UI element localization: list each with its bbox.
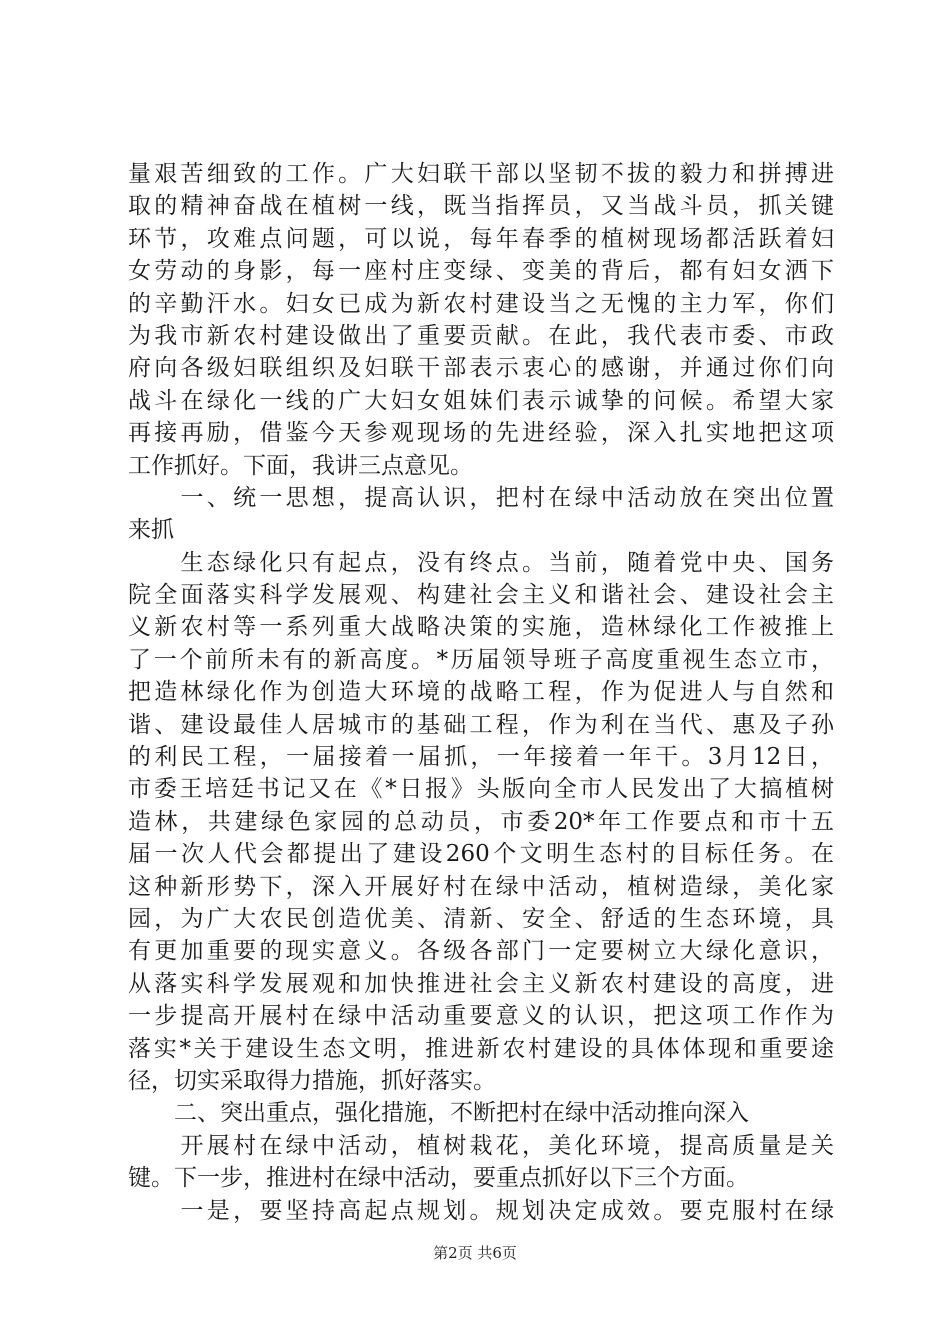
text-line: 院全面落实科学发展观、构建社会主义和谐社会、建设社会主 (128, 582, 834, 609)
text-line: 工作抓好。下面，我讲三点意见。 (128, 452, 473, 479)
text-line: 府向各级妇联组织及妇联干部表示衷心的感谢，并通过你们向 (128, 355, 834, 382)
text-line: 键。下一步，推进村在绿中活动，要重点抓好以下三个方面。 (128, 1165, 749, 1192)
text-line: 女劳动的身影，每一座村庄变绿、变美的背后，都有妇女洒下 (128, 258, 834, 285)
text-line: 一步提高开展村在绿中活动重要意义的认识，把这项工作作为 (128, 1003, 834, 1030)
text-line: 谐、建设最佳人居城市的基础工程，作为利在当代、惠及子孙 (128, 711, 834, 738)
text-line: 再接再励，借鉴今天参观现场的先进经验，深入扎实地把这项 (128, 420, 834, 447)
text-line: 一是，要坚持高起点规划。规划决定成效。要克服村在绿 (128, 1197, 834, 1224)
text-line: 径，切实采取得力措施，抓好落实。 (128, 1067, 496, 1094)
text-line: 取的精神奋战在植树一线，既当指挥员，又当战斗员，抓关键 (128, 193, 834, 220)
document-body (128, 158, 834, 1227)
text-line: 义新农村等一系列重大战略决策的实施，造林绿化工作被推上 (128, 614, 834, 641)
page-number: 第2页 共6页 (433, 1244, 517, 1262)
text-line: 环节，攻难点问题，可以说，每年春季的植树现场都活跃着妇 (128, 225, 834, 252)
text-line: 园，为广大农民创造优美、清新、安全、舒适的生态环境，具 (128, 905, 834, 932)
text-line: 造林，共建绿色家园的总动员，市委20*年工作要点和市十五 (128, 808, 834, 835)
text-line: 开展村在绿中活动，植树栽花，美化环境，提高质量是关 (128, 1132, 834, 1159)
text-line: 了一个前所未有的新高度。*历届领导班子高度重视生态立市， (128, 646, 834, 673)
text-line: 有更加重要的现实意义。各级各部门一定要树立大绿化意识， (128, 938, 834, 965)
text-line: 这种新形势下，深入开展好村在绿中活动，植树造绿，美化家 (128, 873, 834, 900)
text-line: 量艰苦细致的工作。广大妇联干部以坚韧不拔的毅力和拼搏进 (128, 161, 834, 187)
text-line: 为我市新农村建设做出了重要贡献。在此，我代表市委、市政 (128, 322, 834, 349)
section-heading-1: 一、统一思想，提高认识，把村在绿中活动放在突出位置 (128, 484, 834, 511)
text-line: 落实*关于建设生态文明，推进新农村建设的具体体现和重要途 (128, 1035, 834, 1062)
text-line: 的利民工程，一届接着一届抓，一年接着一年干。3月12日， (128, 744, 834, 771)
text-line: 届一次人代会都提出了建设260个文明生态村的目标任务。在 (128, 841, 834, 868)
text-line: 的辛勤汗水。妇女已成为新农村建设当之无愧的主力军，你们 (128, 290, 834, 317)
section-heading-2: 二、突出重点，强化措施，不断把村在绿中活动推向深入 (128, 1100, 749, 1127)
text-line: 生态绿化只有起点，没有终点。当前，随着党中央、国务 (128, 549, 834, 576)
section-heading-1-cont: 来抓 (128, 517, 174, 544)
text-line: 把造林绿化作为创造大环境的战略工程，作为促进人与自然和 (128, 679, 834, 706)
text-line: 战斗在绿化一线的广大妇女姐妹们表示诚挚的问候。希望大家 (128, 387, 834, 414)
page-footer (0, 1243, 950, 1263)
text-line: 市委王培廷书记又在《*日报》头版向全市人民发出了大搞植树 (128, 776, 834, 803)
text-line: 从落实科学发展观和加快推进社会主义新农村建设的高度，进 (128, 970, 834, 997)
